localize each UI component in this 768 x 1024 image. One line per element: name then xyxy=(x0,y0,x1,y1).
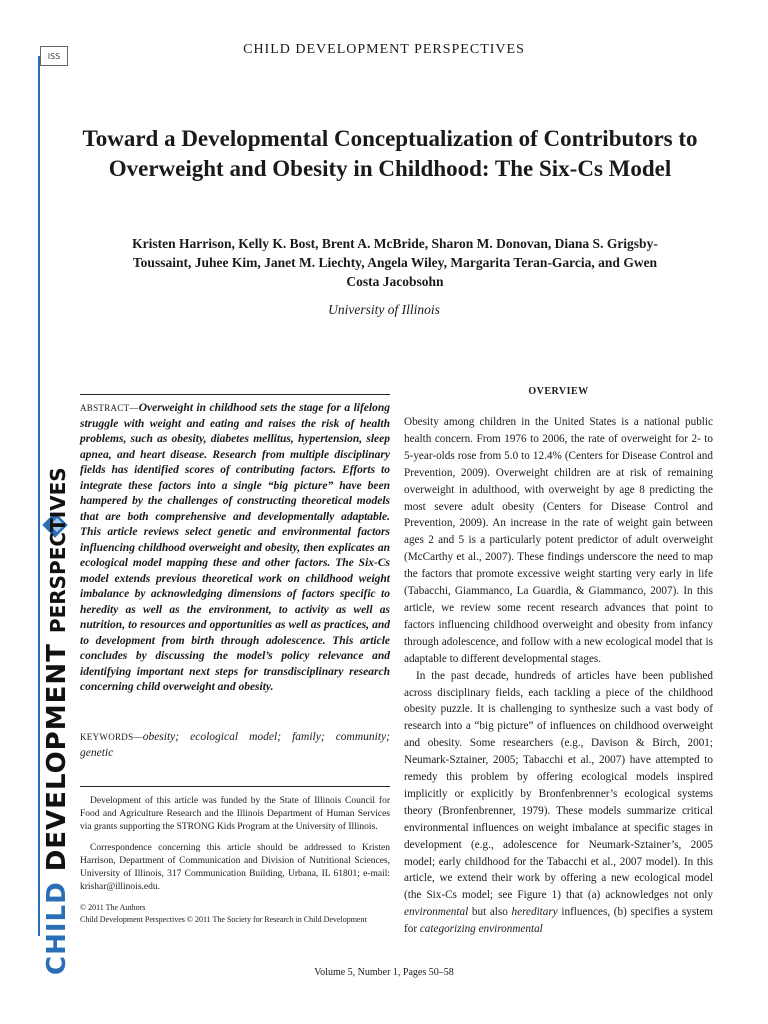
correspondence-note xyxy=(80,842,390,894)
keywords xyxy=(80,730,390,761)
overview-p2-emphasis-environmental: environmental xyxy=(404,906,469,919)
spine-word-development: DEVELOPMENT xyxy=(42,633,72,872)
overview-p2-emphasis-categorizing: categorizing environmental xyxy=(419,923,543,936)
author-list: Kristen Harrison, Kelly K. Bost, Brent A. McBride, Sharon M. Donovan, Diana S. Grigsby-Toussaint, Juhee Kim, Janet M. Liechty, Angela Wiley, Margarita Teran-Garcia, and Gwen Costa Jacobsohn xyxy=(132,236,658,289)
spine-word-child: CHILD xyxy=(42,871,72,975)
overview-p2-part-b: but also xyxy=(468,906,512,919)
page-footer-citation: Volume 5, Number 1, Pages 50–58 xyxy=(314,967,454,978)
section-heading-overview: OVERVIEW xyxy=(528,386,589,397)
journal-sidebar-rule xyxy=(38,56,40,936)
overview-body xyxy=(404,414,713,938)
overview-paragraph-1: Obesity among children in the United States is a national public health concern. From 1976 to 2006, the rate of overweight for 2- to 5-year-olds rose from 5.0 to 12.4% (Centers for Disease Control and Prevention, 2009). Overweight children are at risk of remaining overweight in adulthood, with overweight by age 8 predicting the most severe adult obesity (Centers for Disease Control and Prevention, 2009). An increase in the rate of weight gain between ages 2 and 5 is a particularly potent predictor of adult overweight (McCarthy et al., 2007). These findings underscore the need to map the factors that promote excessive weight starting very early in life (Tabacchi, Giammanco, La Guardia, & Giammanco, 2007). In this article, we review some recent research advances that point to factors influencing childhood overweight and obesity from infancy through adolescence, and follow with a new ecological model that is adaptable to different developmental stages. xyxy=(404,416,713,665)
article-title: Toward a Developmental Conceptualization of Contributors to Overweight and Obesity in Childhood: The Six-Cs Model xyxy=(82,126,698,181)
keywords-text: obesity; ecological model; family; community; genetic xyxy=(80,731,390,759)
funding-note: Development of this article was funded by the State of Illinois Council for Food and Agriculture Research and the Illinois Department of Human Services via grants supporting the STRONG Kids Program at the University of Illinois. xyxy=(80,796,390,832)
journal-spine-title xyxy=(42,467,72,975)
overview-p2-part-c: influences, (b) specifies a system for xyxy=(404,906,713,936)
spine-word-perspectives: PERSPECTIVES xyxy=(46,467,70,634)
overview-paragraph-2 xyxy=(404,668,713,939)
running-head: CHILD DEVELOPMENT PERSPECTIVES xyxy=(243,42,525,57)
copyright-line-2: Child Development Perspectives © 2011 The Society for Research in Child Development xyxy=(80,915,367,924)
abstract xyxy=(80,394,390,696)
overview-p2-part-a: In the past decade, hundreds of articles have been published across disciplinary fields, each tackling a piece of the childhood obesity puzzle. It is challenging to synthesize such a vast body of research into a “big picture” of influences on childhood overweight and obesity. Some researchers (e.g., Davison & Birch, 2001; Neumark-Sztainer, 2005; Tabacchi et al., 2007) have attempted to remedy this problem by offering ecological models inspired implicitly or explicitly by Bronfenbrenner’s ecological systems theory (Bronfenbrenner, 1979). These models summarize critical environmental influences on weight imbalance at specific stages in development (e.g., adolescence for Neumark-Sztainer’s, 2005 model; early childhood for the Tabacchi et al., 2007 model). In this article, we extend their work by offering a new ecological model (the Six-Cs model; see Figure 1) that (a) acknowledges not only xyxy=(404,669,713,902)
copyright-line-1: © 2011 The Authors xyxy=(80,903,146,912)
affiliation: University of Illinois xyxy=(328,302,440,317)
footnotes xyxy=(80,786,390,926)
publisher-logo-text: ISS xyxy=(47,51,61,61)
abstract-label: ABSTRACT— xyxy=(80,403,139,413)
abstract-text: Overweight in childhood sets the stage for a lifelong struggle with weight and eating and raises the risk of health problems, such as obesity, diabetes mellitus, hypertension, sleep apnea, and heart disease. Research from multiple disciplinary fields has identified scores of contributing factors. Efforts to integrate these factors into a single “big picture” have been hampered by the challenges of constructing theoretical models that are both comprehensive and developmentally adaptable. This article reviews select genetic and environmental factors influencing childhood overweight and obesity, then explicates an ecological model mapping these and other factors. The Six-Cs model extends previous theoretical work on childhood weight imbalance by acknowledging dimensions of factors specific to heredity as well as the environment, to activity as well as nutrition, to resources and opportunities as well as practices, and to development from birth through adolescence. This article concludes by discussing the model’s policy relevance and identifying important next steps for transdisciplinary research concerning child overweight and obesity. xyxy=(80,402,390,693)
overview-p2-emphasis-hereditary: hereditary xyxy=(511,906,558,919)
keywords-label: KEYWORDS— xyxy=(80,732,143,742)
correspondence-text: Correspondence concerning this article should be addressed to Kristen Harrison, Department of Communication and Division of Nutritional Sciences, University of Illinois, 317 Communication Building, Urbana, IL 61801; e-mail: krishar@illinois.edu. xyxy=(80,843,390,892)
